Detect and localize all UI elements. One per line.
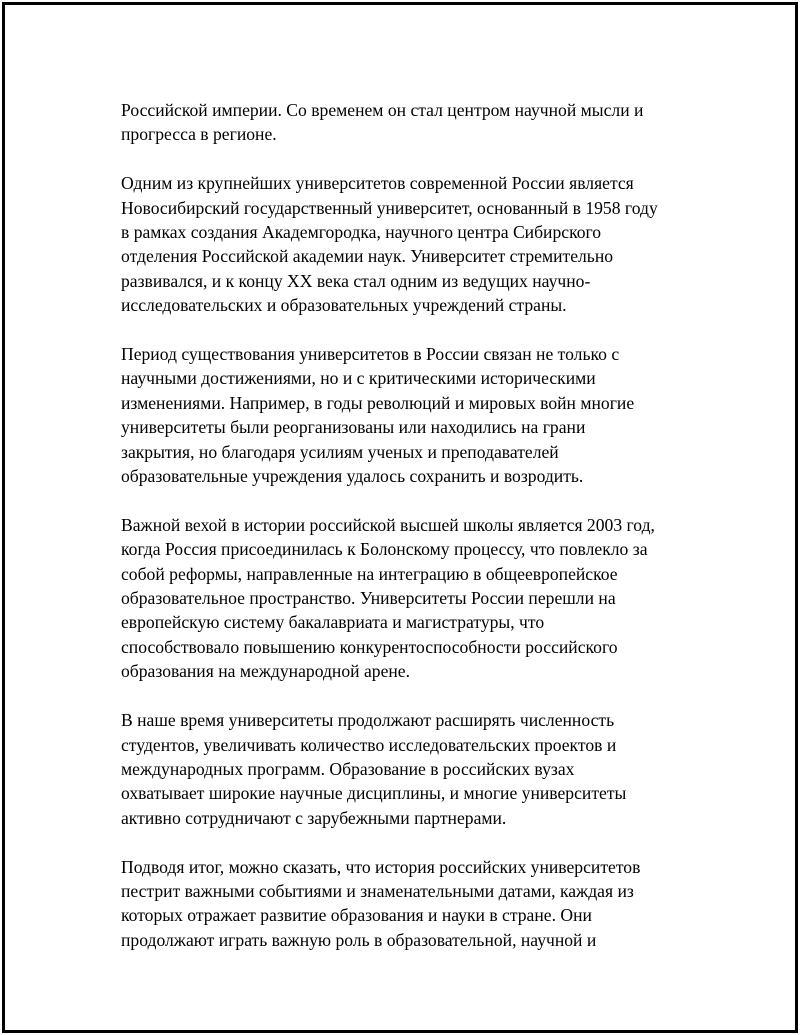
paragraph-2 xyxy=(121,171,701,317)
paragraph-6 xyxy=(121,855,701,953)
text-line: собой реформы, направленные на интеграцию в общеевропейское xyxy=(121,563,618,584)
text-line: образования на международной арене. xyxy=(121,661,410,682)
text-line: университеты были реорганизованы или находились на грани xyxy=(121,417,586,438)
text-line: в рамках создания Академгородка, научного центра Сибирского xyxy=(121,222,602,243)
text-line: Новосибирский государственный университет, основанный в 1958 году xyxy=(121,197,658,218)
text-line: которых отражает развитие образования и науки в стране. Они xyxy=(121,905,592,926)
text-line: студентов, увеличивать количество исследовательских проектов и xyxy=(121,734,617,755)
page-frame xyxy=(2,2,798,1033)
paragraph-1 xyxy=(121,98,701,147)
text-line: закрытия, но благодаря усилиям ученых и преподавателей xyxy=(121,441,559,462)
document-body xyxy=(121,98,701,952)
text-line: прогресса в регионе. xyxy=(121,124,277,145)
text-line: Важной вехой в истории российской высшей школы является 2003 год, xyxy=(121,514,655,535)
paragraph-5 xyxy=(121,708,701,830)
text-line: продолжают играть важную роль в образовательной, научной и xyxy=(121,929,597,950)
text-line: исследовательских и образовательных учреждений страны. xyxy=(121,295,567,316)
text-line: когда Россия присоединилась к Болонскому процессу, что повлекло за xyxy=(121,539,648,560)
text-line: активно сотрудничают с зарубежными партнерами. xyxy=(121,807,507,828)
text-line: способствовало повышению конкурентоспособности российского xyxy=(121,636,618,657)
text-line: образовательные учреждения удалось сохранить и возродить. xyxy=(121,466,584,487)
text-line: охватывает широкие научные дисциплины, и многие университеты xyxy=(121,783,627,804)
text-line: изменениями. Например, в годы революций и мировых войн многие xyxy=(121,392,635,413)
text-line: международных программ. Образование в российских вузах xyxy=(121,758,575,779)
paragraph-3 xyxy=(121,342,701,488)
text-line: образовательное пространство. Университеты России перешли на xyxy=(121,588,616,609)
text-line: Период существования университетов в России связан не только с xyxy=(121,344,620,365)
text-line: развивался, и к концу XX века стал одним из ведущих научно- xyxy=(121,270,591,291)
text-line: Российской империи. Со временем он стал центром научной мысли и xyxy=(121,100,644,120)
paragraph-4 xyxy=(121,513,701,684)
text-line: европейскую систему бакалавриата и магистратуры, что xyxy=(121,612,545,633)
text-line: Одним из крупнейших университетов современной России является xyxy=(121,173,634,194)
text-line: отделения Российской академии наук. Университет стремительно xyxy=(121,246,614,267)
text-line: В наше время университеты продолжают расширять численность xyxy=(121,710,615,731)
text-line: научными достижениями, но и с критическими историческими xyxy=(121,368,596,389)
text-line: Подводя итог, можно сказать, что история российских университетов xyxy=(121,856,641,877)
text-line: пестрит важными событиями и знаменательными датами, каждая из xyxy=(121,880,634,901)
